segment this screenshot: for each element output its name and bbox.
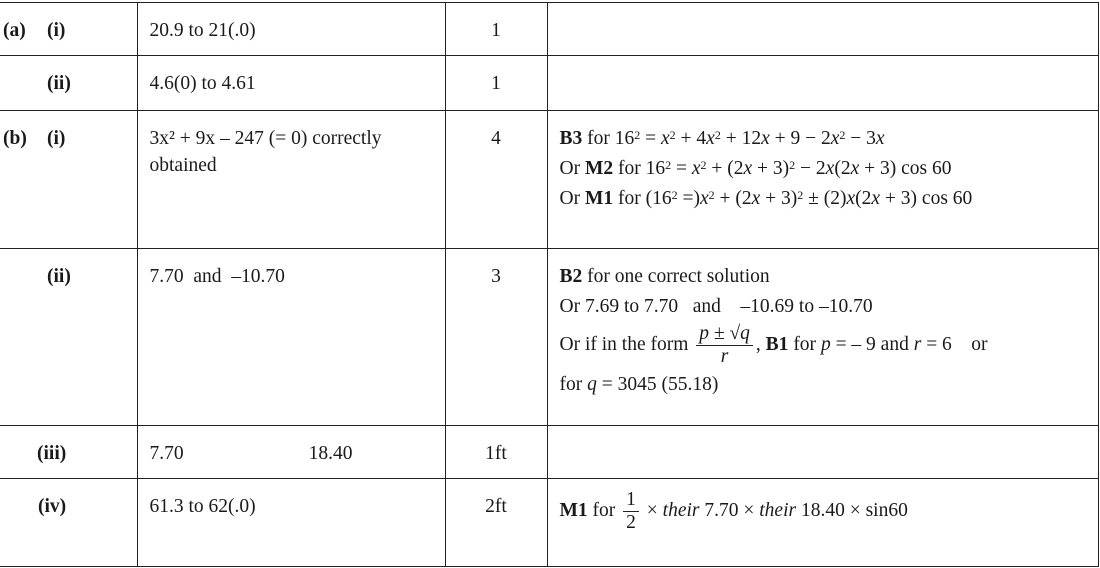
subpart-label: (iii) bbox=[37, 443, 67, 464]
subpart-label: (i) bbox=[47, 128, 66, 149]
marks-cell: 1 bbox=[445, 56, 547, 111]
answer-text: 7.70 and –10.70 bbox=[149, 266, 285, 287]
answer-text: obtained bbox=[149, 155, 217, 176]
note-line: Or 7.69 to 7.70 and –10.69 to –10.70 bbox=[559, 296, 873, 317]
note-line: M1 for $\frac{1}{2}$ × their 7.70 × their 18.40 × sin60 bbox=[559, 489, 908, 533]
table-row bbox=[0, 479, 1098, 567]
subpart-label: (iv) bbox=[38, 496, 67, 517]
question-label bbox=[0, 479, 137, 567]
note-line: Or M1 for $(16^2 =)x^2 + (2x + 3)^2 \pm (2)x(2x + 3)$ cos 60 bbox=[559, 188, 973, 209]
notes-cell bbox=[547, 249, 1098, 426]
table-row bbox=[0, 111, 1098, 249]
table-row bbox=[0, 426, 1098, 479]
table-row bbox=[0, 3, 1098, 56]
note-line: Or M2 for $16^2 = x^2 + (2x + 3)^2 - 2x(2x + 3)$ cos 60 bbox=[559, 158, 952, 179]
marks-cell: 1 bbox=[445, 3, 547, 56]
fraction: $\frac{p \pm √q}{r}$ bbox=[696, 323, 753, 368]
marks-cell: 1ft bbox=[445, 426, 547, 479]
answer-text: 7.70 bbox=[149, 443, 184, 464]
marks-cell: 2ft bbox=[445, 479, 547, 567]
notes-cell bbox=[547, 56, 1098, 111]
answer-cell bbox=[137, 249, 445, 426]
notes-cell bbox=[547, 3, 1098, 56]
answer-text: 61.3 to 62(.0) bbox=[149, 496, 256, 517]
answer-cell bbox=[137, 479, 445, 567]
answer-cell bbox=[137, 426, 445, 479]
subpart-label: (ii) bbox=[47, 73, 71, 94]
answer-text: 20.9 to 21(.0) bbox=[149, 20, 256, 41]
question-label bbox=[0, 111, 137, 249]
answer-text: 3x² + 9x – 247 (= 0) correctly bbox=[149, 128, 382, 149]
question-label bbox=[0, 3, 137, 56]
notes-cell bbox=[547, 426, 1098, 479]
marks-cell: 3 bbox=[445, 249, 547, 426]
question-label bbox=[0, 249, 137, 426]
answer-text: 4.6(0) to 4.61 bbox=[149, 73, 256, 94]
note-line: B2 for one correct solution bbox=[559, 266, 770, 287]
subpart-label: (i) bbox=[47, 20, 66, 41]
answer-cell bbox=[137, 56, 445, 111]
note-line: B3 for $16^2 = x^2 + 4x^2 + 12x + 9 - 2x^2 - 3x$ bbox=[559, 128, 885, 149]
notes-cell bbox=[547, 479, 1098, 567]
notes-cell bbox=[547, 111, 1098, 249]
question-label bbox=[0, 426, 137, 479]
table-row bbox=[0, 56, 1098, 111]
answer-cell bbox=[137, 3, 445, 56]
note-line: for q = 3045 (55.18) bbox=[559, 374, 719, 395]
table-row bbox=[0, 249, 1098, 426]
part-label: (b) bbox=[3, 128, 27, 149]
question-label bbox=[0, 56, 137, 111]
subpart-label: (ii) bbox=[47, 266, 71, 287]
part-label: (a) bbox=[3, 20, 26, 41]
marks-cell: 4 bbox=[445, 111, 547, 249]
answer-cell bbox=[137, 111, 445, 249]
note-line: Or if in the form $\frac{p \pm √q}{r}$ , B1 for p = – 9 and r = 6 or bbox=[559, 323, 988, 367]
fraction: $\frac{1}{2}$ bbox=[623, 489, 639, 534]
mark-scheme-table bbox=[0, 2, 1099, 567]
answer-text: 18.40 bbox=[308, 443, 353, 464]
